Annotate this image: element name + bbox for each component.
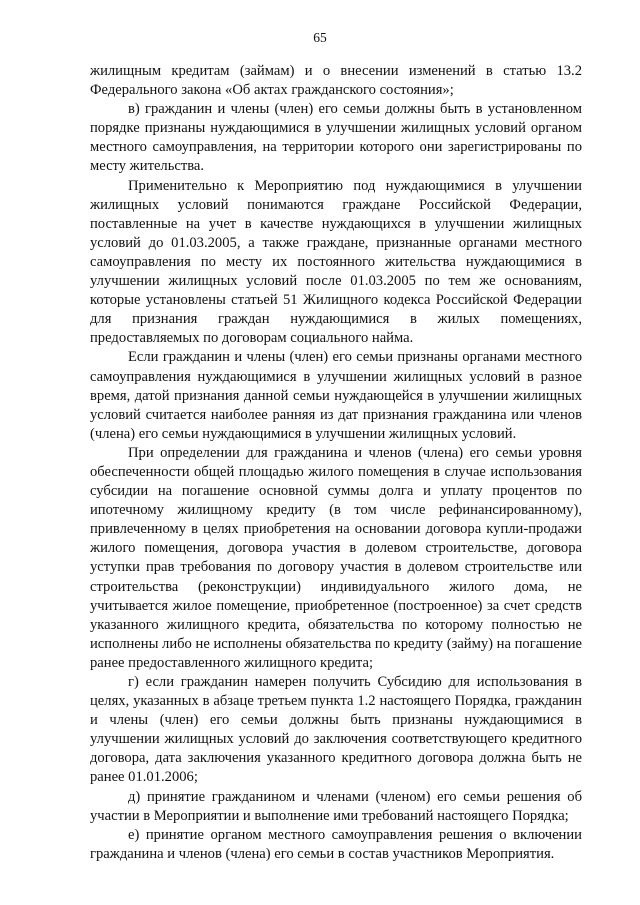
paragraph-recognition-date: Если гражданин и члены (член) его семьи признаны органами местного самоуправления нуждающимися в улучшении жилищных условий в разное время, датой признания данной семьи нуждающейся в улучшении жилищных условий считается наиболее ранняя из дат признания гражданина или членов (члена) его семьи нуждающимися в улучшении жилищных условий. — [90, 349, 582, 442]
paragraph-housing-provision: При определении для гражданина и членов (члена) его семьи уровня обеспеченности общей площадью жилого помещения в случае использования субсидии на погашение основной суммы долга и уплату процентов по ипотечному жилищному кредиту (в том числе рефинансированному), привлеченному в целях приобретения на основании договора купли-продажи жилого помещения, договора участия в долевом строительстве, договора уступки прав требования по договору участия в долевом строительстве или строительства (реконструкции) индивидуального жилого дома, не учитывается жилое помещение, приобретенное (построенное) за счет средств указанного жилищного кредита, обязательства по которому полностью не исполнены либо не исполнены обязательства по кредиту (займу) на погашение ранее предоставленного жилищного кредита; — [90, 444, 582, 671]
paragraph-item-d: д) принятие гражданином и членами (членом) его семьи решения об участии в Мероприятии и выполнение ими требований настоящего Порядка; — [90, 788, 582, 824]
paragraph-item-v: в) гражданин и члены (член) его семьи должны быть в установленном порядке признаны нуждающимися в улучшении жилищных условий органом местного самоуправления, на территории которого они зарегистрированы по месту жительства. — [90, 101, 582, 175]
paragraph-definition-needy: Применительно к Мероприятию под нуждающимися в улучшении жилищных условий понимаются граждане Российской Федерации, поставленные на учет в качестве нуждающихся в улучшении жилищных условий до 01.03.2005, а также граждане, признанные органами местного самоуправления по месту их постоянного жительства нуждающимися в улучшении жилищных условий после 01.03.2005 по тем же основаниям, которые установлены статьей 51 Жилищного кодекса Российской Федерации для признания граждан нуждающимися в жилых помещениях, предоставляемых по договорам социального найма. — [90, 177, 582, 347]
paragraph-item-g: г) если гражданин намерен получить Субсидию для использования в целях, указанных в абзаце третьем пункта 1.2 настоящего Порядка, гражданин и члены (член) его семьи должны быть признаны нуждающимися в улучшении жилищных условий до заключения соответствующего кредитного договора, дата заключения указанного кредитного договора должна быть не ранее 01.01.2006; — [90, 674, 582, 786]
page-number: 65 — [313, 30, 327, 45]
document-body — [90, 62, 582, 864]
paragraph-item-e: е) принятие органом местного самоуправления решения о включении гражданина и членов (члена) его семьи в состав участников Мероприятия. — [90, 826, 582, 862]
paragraph-continuation: жилищным кредитам (займам) и о внесении изменений в статью 13.2 Федерального закона «Об актах гражданского состояния»; — [90, 63, 582, 99]
